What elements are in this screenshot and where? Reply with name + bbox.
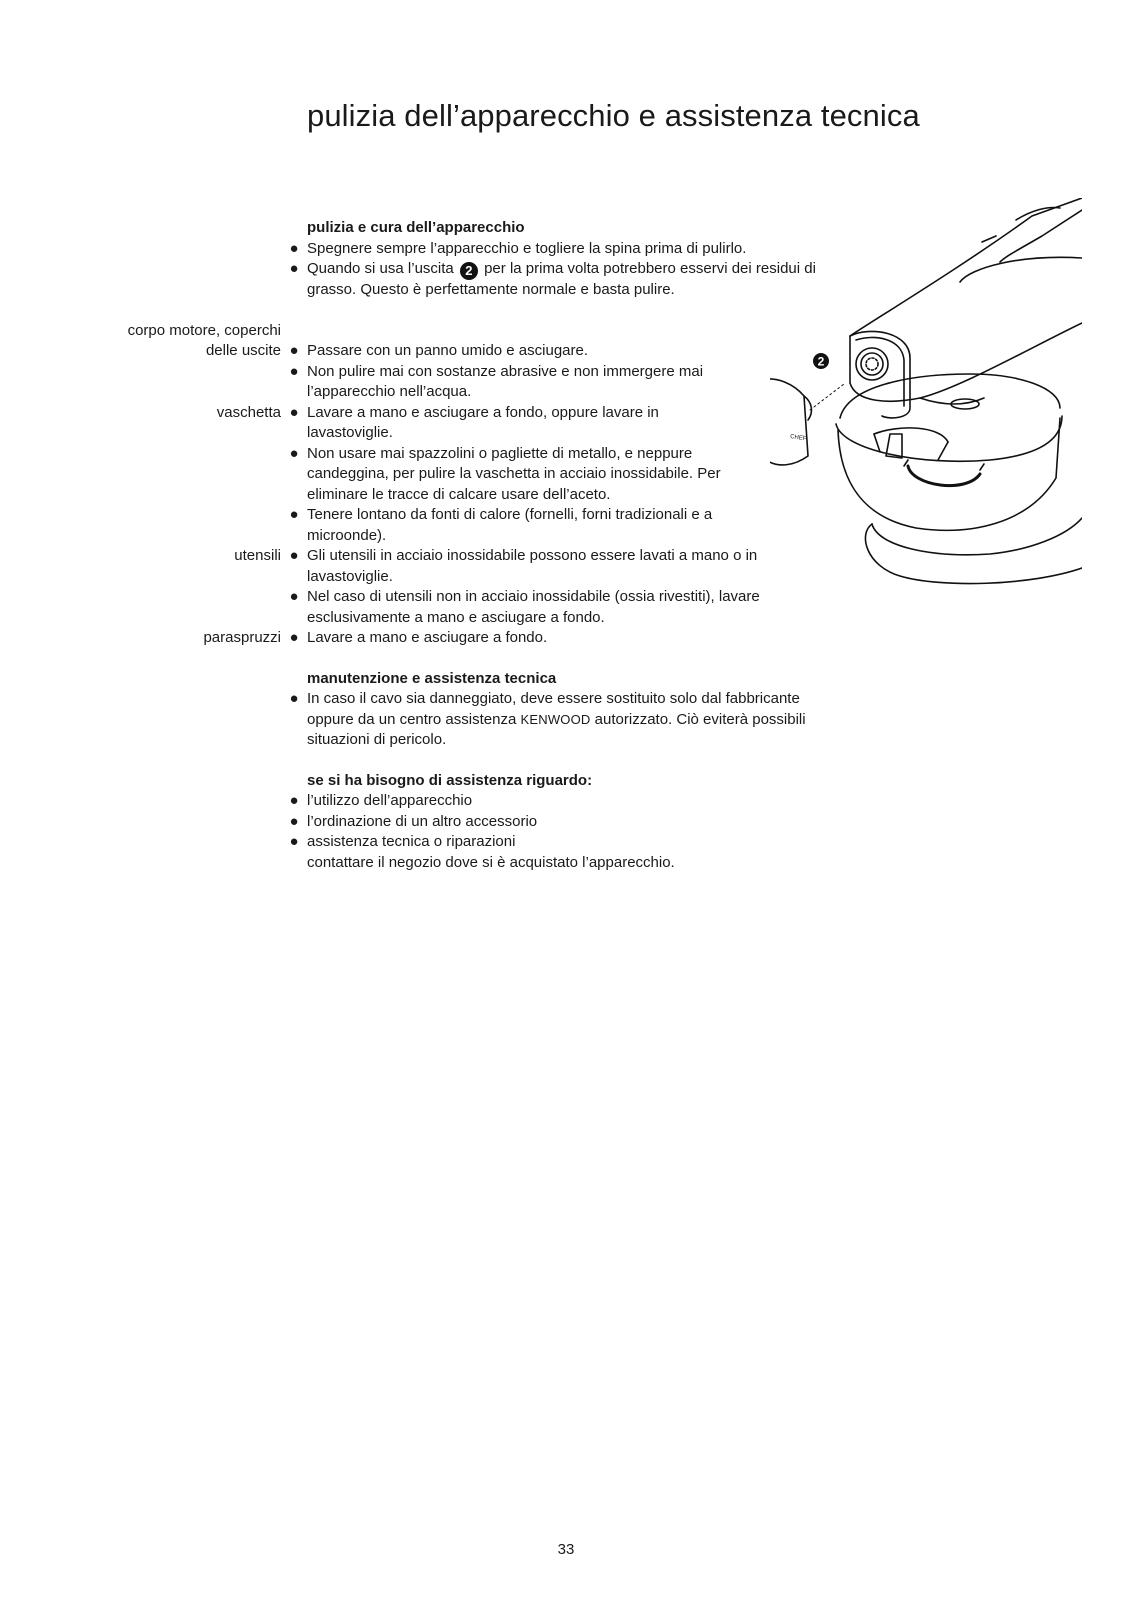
bullet-text: Lavare a mano e asciugare a fondo, oppure lavare in lavastoviglie. — [307, 403, 659, 441]
bullet-text: Gli utensili in acciaio inossidabile possono essere lavati a mano o in lavastoviglie. — [307, 547, 758, 585]
bullet-text: Non usare mai spazzolini o pagliette di metallo, e neppure candeggina, per pulire la vaschetta in acciaio inossidabile. Per eliminare le tracce di calcare usare dell’aceto. — [307, 444, 721, 503]
bullet-icon: ● — [289, 588, 299, 605]
bullet-icon: ● — [289, 792, 299, 809]
bullet-text: Passare con un panno umido e asciugare. — [307, 342, 589, 359]
label-row — [0, 321, 820, 342]
bullet-icon: ● — [289, 260, 299, 277]
bullet-icon: ● — [289, 239, 299, 257]
outlet-number-badge: 2 — [460, 262, 478, 280]
side-label-paraspruzzi: paraspruzzi — [203, 629, 281, 646]
section-heading-manutenzione: manutenzione e assistenza tecnica — [307, 669, 557, 687]
list-item — [0, 444, 820, 506]
bullet-icon: ● — [289, 833, 299, 850]
list-item — [0, 628, 820, 649]
bullet-text: assistenza tecnica o riparazioni — [307, 833, 516, 850]
page-title: pulizia dell’apparecchio e assistenza tecnica — [307, 98, 920, 133]
bullet-text: Tenere lontano da fonti di calore (fornelli, forni tradizionali e a microonde). — [307, 506, 713, 544]
bullet-text-part: In caso il cavo sia danneggiato, deve essere sostituito solo dal fabbricante oppure da un centro assistenza — [307, 690, 800, 728]
section-heading-assistenza: se si ha bisogno di assistenza riguardo: — [307, 771, 593, 789]
side-label-delle-uscite: delle uscite — [205, 342, 281, 359]
brand-name: KENWOOD — [520, 711, 591, 727]
list-item — [0, 812, 820, 833]
outlet-inner-circle-icon — [861, 353, 883, 375]
bullet-icon: ● — [289, 444, 299, 462]
side-label-vaschetta: vaschetta — [216, 403, 281, 421]
closing-line — [0, 853, 820, 874]
bullet-text: l’ordinazione di un altro accessorio — [307, 812, 538, 830]
bullet-icon: ● — [289, 690, 299, 707]
bullet-text: Nel caso di utensili non in acciaio inossidabile (ossia rivestiti), lavare esclusivamente a mano e asciugare a fondo. — [307, 588, 760, 626]
content-column — [0, 218, 820, 873]
list-item — [0, 341, 820, 362]
list-item — [0, 505, 820, 546]
bullet-text — [307, 259, 820, 301]
bullet-text: l’utilizzo dell’apparecchio — [307, 792, 473, 809]
bullet-icon: ● — [289, 342, 299, 359]
list-item — [0, 259, 820, 301]
list-item — [0, 403, 820, 444]
page-number: 33 — [557, 1541, 575, 1558]
bullet-icon: ● — [289, 812, 299, 830]
kitchen-machine-illustration — [770, 198, 1082, 596]
list-item — [0, 546, 820, 587]
closing-text: contattare il negozio dove si è acquistato l’apparecchio. — [307, 853, 675, 871]
list-item — [0, 362, 820, 403]
bullet-icon: ● — [289, 547, 299, 564]
bullet-text-part: Quando si usa l’uscita — [307, 260, 454, 277]
list-item — [0, 239, 820, 260]
bullet-text-part: autorizzato. Ciò eviterà possibili situazioni di pericolo. — [307, 710, 806, 748]
bullet-icon: ● — [289, 362, 299, 380]
outlet-cover-label: CHEF — [789, 434, 807, 443]
bullet-icon: ● — [289, 629, 299, 646]
list-item — [0, 832, 820, 853]
side-label-corpo-motore: corpo motore, coperchi — [127, 321, 281, 339]
list-item — [0, 791, 820, 812]
bullet-icon: ● — [289, 403, 299, 421]
bullet-text-part: per la prima volta potrebbero esservi dei residui di grasso. Questo è perfettamente normale e basta pulire. — [307, 260, 816, 298]
machine-base — [865, 524, 1082, 584]
bullet-text: Lavare a mano e asciugare a fondo. — [307, 629, 548, 646]
section-heading-pulizia: pulizia e cura dell’apparecchio — [307, 219, 525, 236]
list-item — [0, 587, 820, 628]
bowl-handle-icon — [908, 466, 980, 486]
bowl-body — [838, 418, 1060, 530]
bullet-text — [307, 689, 807, 751]
outlet-cover — [770, 379, 808, 465]
bullet-text: Non pulire mai con sostanze abrasive e non immergere mai l’apparecchio nell’acqua. — [307, 362, 704, 400]
bullet-text: Spegnere sempre l’apparecchio e togliere la spina prima di pulirlo. — [307, 239, 747, 257]
list-item — [0, 689, 820, 751]
callout-number-text: 2 — [817, 354, 825, 369]
bullet-icon: ● — [289, 506, 299, 523]
side-label-utensili: utensili — [234, 547, 281, 564]
